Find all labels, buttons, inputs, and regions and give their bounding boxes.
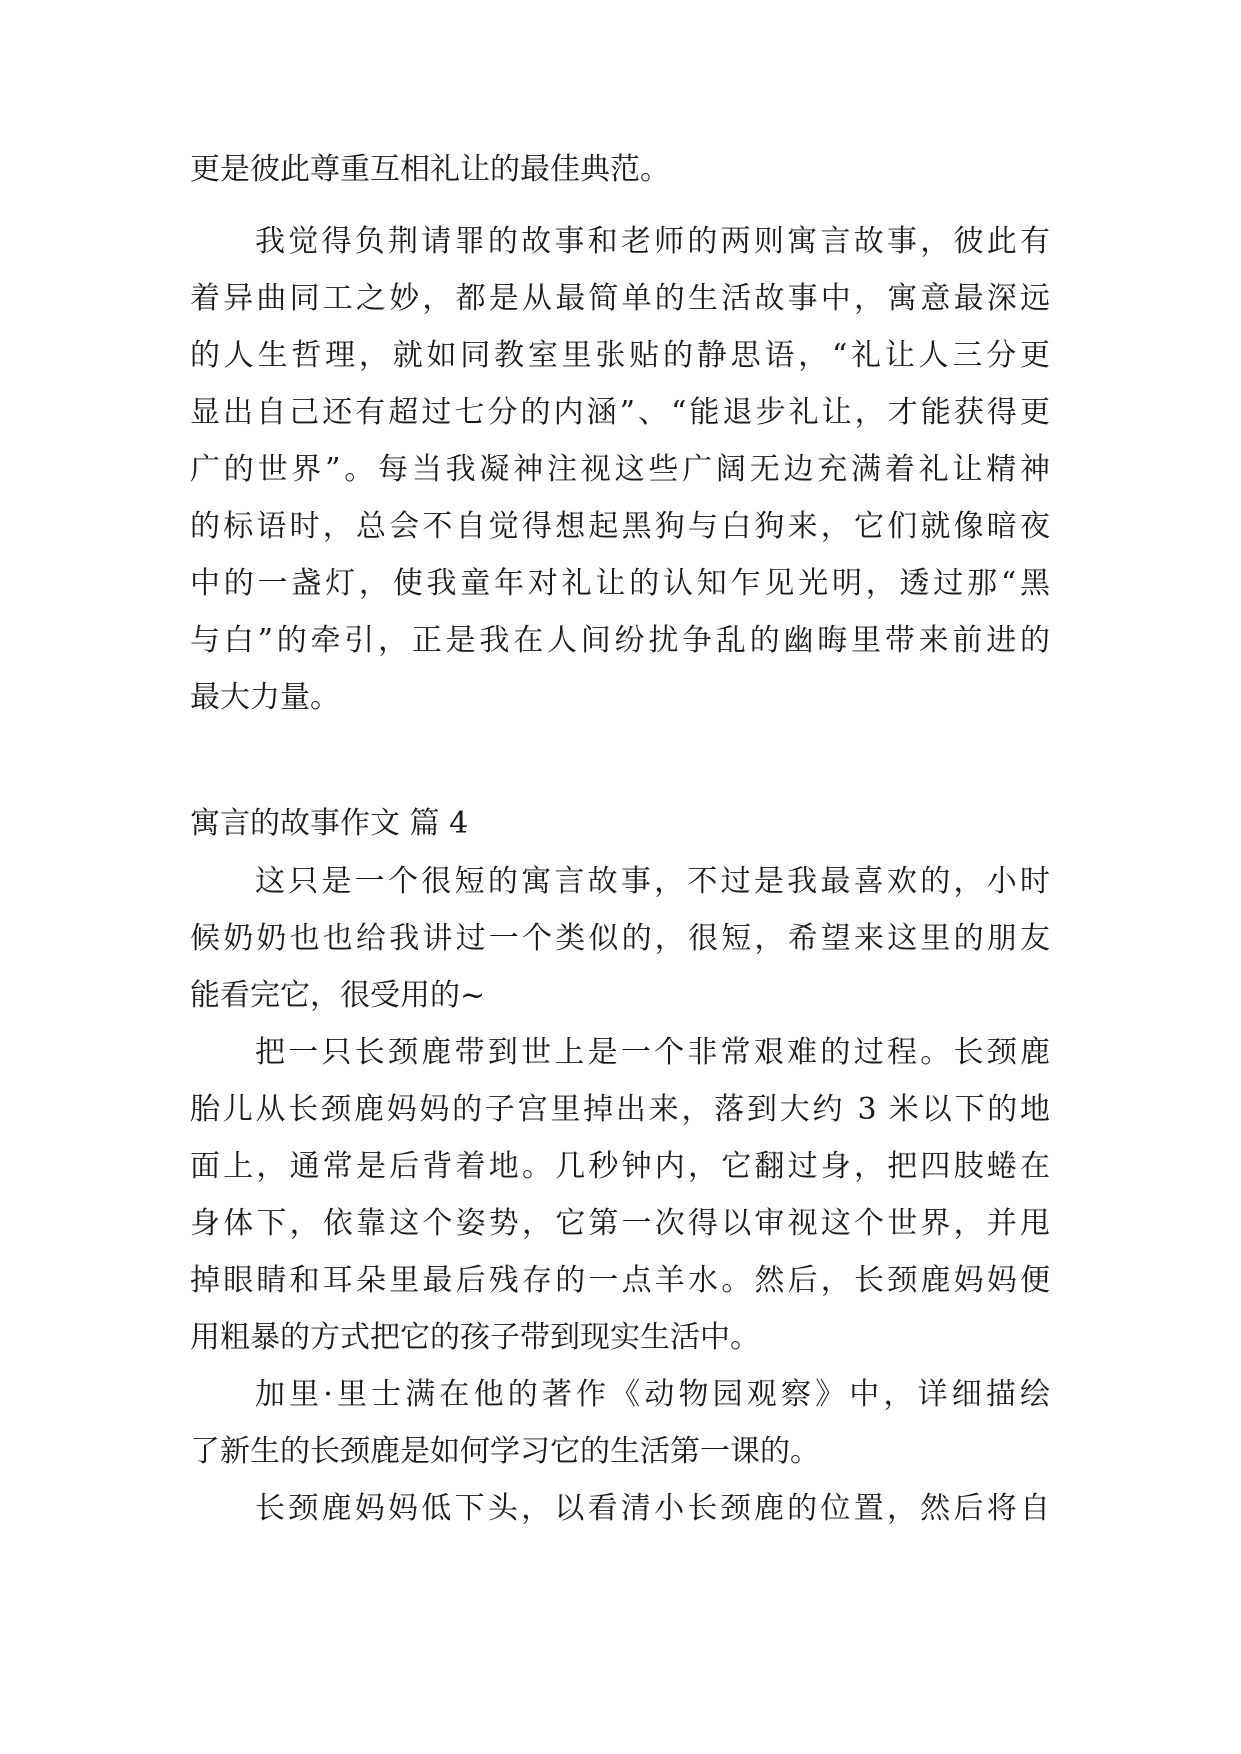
paragraph-line: 更是彼此尊重互相礼让的最佳典范。 (190, 152, 670, 187)
paragraph-line: 的标语时，总会不自觉得想起黑狗与白狗来，它们就像暗夜 (190, 509, 1050, 544)
paragraph-line: 候奶奶也也给我讲过一个类似的，很短，希望来这里的朋友 (190, 921, 1050, 956)
paragraph-line: 加里·里士满在他的著作《动物园观察》中，详细描绘 (255, 1377, 1050, 1412)
paragraph-line: 身体下，依靠这个姿势，它第一次得以审视这个世界，并甩 (190, 1206, 1050, 1241)
paragraph-line: 显出自己还有超过七分的内涵”、“能退步礼让，才能获得更 (190, 395, 1050, 430)
paragraph-line: 了新生的长颈鹿是如何学习它的生活第一课的。 (190, 1434, 820, 1469)
paragraph-line: 把一只长颈鹿带到世上是一个非常艰难的过程。长颈鹿 (255, 1035, 1050, 1070)
paragraph-line: 这只是一个很短的寓言故事，不过是我最喜欢的，小时 (255, 864, 1050, 899)
paragraph-line: 的人生哲理，就如同教室里张贴的静思语，“礼让人三分更 (190, 338, 1050, 373)
paragraph-line: 中的一盏灯，使我童年对礼让的认知乍见光明，透过那“黑 (190, 566, 1050, 601)
paragraph-line: 最大力量。 (190, 680, 340, 715)
paragraph-line: 胎儿从长颈鹿妈妈的子宫里掉出来，落到大约 3 米以下的地 (190, 1092, 1050, 1127)
paragraph-line: 与白”的牵引，正是我在人间纷扰争乱的幽晦里带来前进的 (190, 623, 1050, 658)
paragraph-line: 掉眼睛和耳朵里最后残存的一点羊水。然后，长颈鹿妈妈便 (190, 1263, 1050, 1298)
paragraph-line: 面上，通常是后背着地。几秒钟内，它翻过身，把四肢蜷在 (190, 1149, 1050, 1184)
paragraph-line: 能看完它，很受用的~ (190, 978, 486, 1013)
paragraph-line: 我觉得负荆请罪的故事和老师的两则寓言故事，彼此有 (255, 224, 1050, 259)
paragraph-line: 广的世界”。每当我凝神注视这些广阔无边充满着礼让精神 (190, 452, 1050, 487)
paragraph-line: 着异曲同工之妙，都是从最简单的生活故事中，寓意最深远 (190, 281, 1050, 316)
paragraph-line: 用粗暴的方式把它的孩子带到现实生活中。 (190, 1320, 760, 1355)
section-heading: 寓言的故事作文 篇 4 (190, 806, 469, 841)
paragraph-line: 长颈鹿妈妈低下头，以看清小长颈鹿的位置，然后将自 (255, 1491, 1050, 1526)
